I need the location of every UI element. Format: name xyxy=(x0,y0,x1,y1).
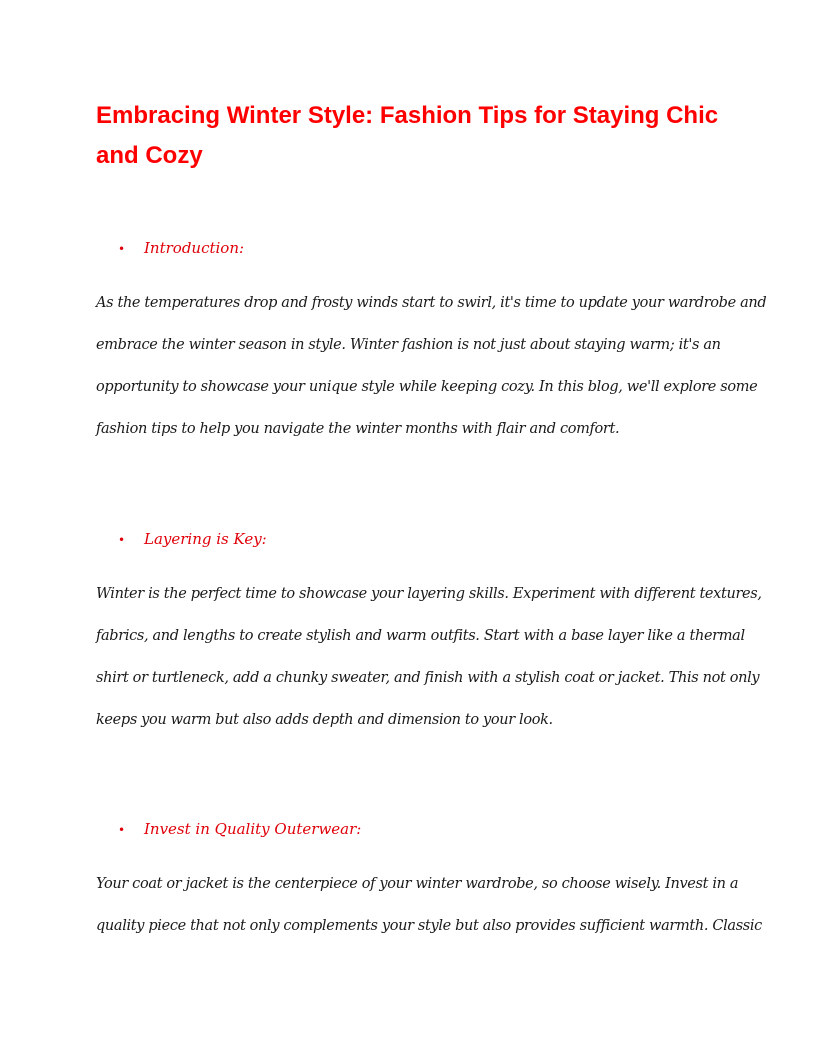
section-heading-text: Invest in Quality Outerwear: xyxy=(144,820,362,838)
paragraph-line: keeps you warm but also adds depth and dimension to your look. xyxy=(96,712,553,728)
paragraph-line: As the temperatures drop and frosty winds start to swirl, it's time to update your wardrobe and xyxy=(96,295,767,311)
section-heading-text: Layering is Key: xyxy=(144,530,267,548)
section-heading-introduction xyxy=(118,238,244,259)
bullet-icon: • xyxy=(118,533,126,547)
paragraph-line: embrace the winter season in style. Winter fashion is not just about staying warm; it's an xyxy=(96,337,721,353)
paragraph-line: Your coat or jacket is the centerpiece of your winter wardrobe, so choose wisely. Invest in a xyxy=(96,876,739,892)
paragraph-line: fashion tips to help you navigate the winter months with flair and comfort. xyxy=(96,421,620,437)
page-title: Embracing Winter Style: Fashion Tips for Staying Chic and Cozy xyxy=(96,102,719,169)
section-heading-layering xyxy=(118,529,267,550)
paragraph-line: Winter is the perfect time to showcase your layering skills. Experiment with different textures, xyxy=(96,586,762,602)
paragraph-line: quality piece that not only complements your style but also provides sufficient warmth. Classic xyxy=(96,918,762,934)
section-heading-outerwear xyxy=(118,819,361,840)
section-heading-text: Introduction: xyxy=(144,239,245,257)
bullet-icon: • xyxy=(118,823,126,837)
paragraph-line: shirt or turtleneck, add a chunky sweater, and finish with a stylish coat or jacket. This not only xyxy=(96,670,760,686)
paragraph-line: opportunity to showcase your unique style while keeping cozy. In this blog, we'll explore some xyxy=(96,379,758,395)
bullet-icon: • xyxy=(118,242,126,256)
paragraph-line: fabrics, and lengths to create stylish and warm outfits. Start with a base layer like a thermal xyxy=(96,628,745,644)
